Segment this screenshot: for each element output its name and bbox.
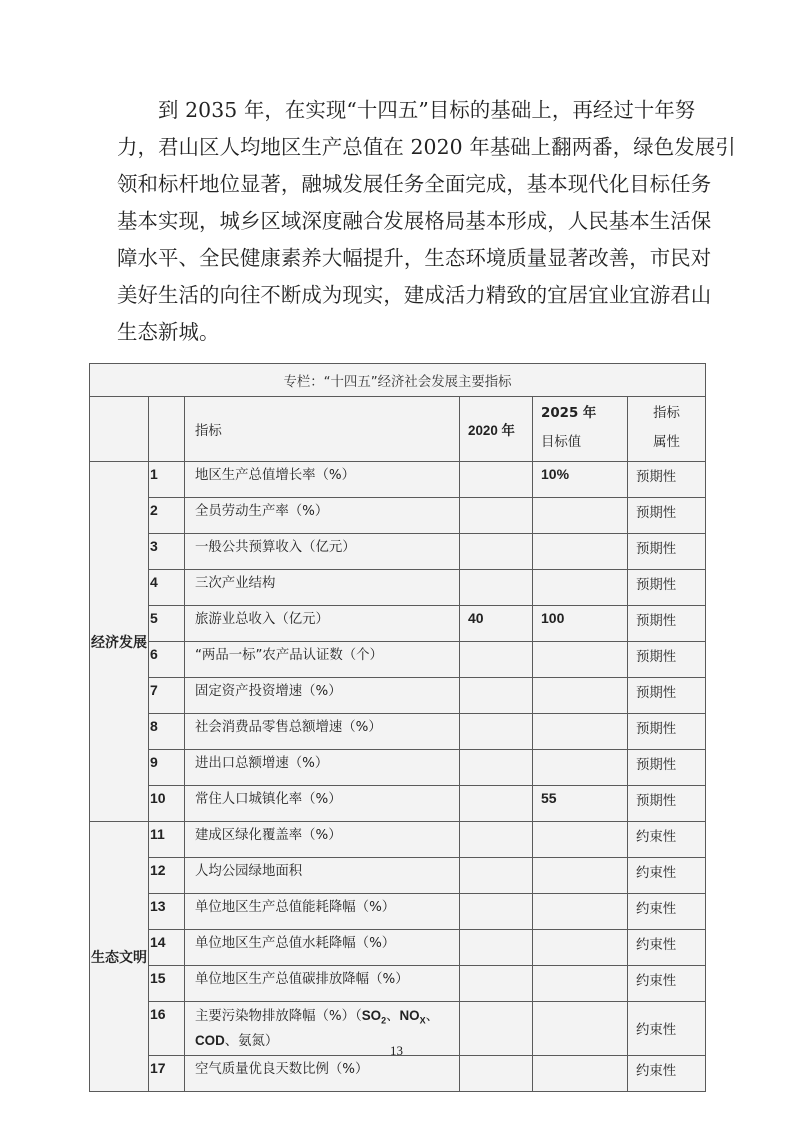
row-number: 1 — [149, 462, 185, 498]
row-attribute: 预期性 — [628, 642, 706, 678]
row-indicator: “两品一标”农产品认证数（个） — [185, 642, 460, 678]
row-number: 11 — [149, 822, 185, 858]
header-attr-line1: 指标 — [653, 406, 680, 421]
row-attribute: 预期性 — [628, 462, 706, 498]
row-attribute: 预期性 — [628, 714, 706, 750]
row-2020-value — [460, 714, 533, 750]
row-number: 16 — [149, 1002, 185, 1056]
row-number: 5 — [149, 606, 185, 642]
row-2025-target — [533, 534, 628, 570]
table-row — [90, 498, 706, 534]
row-2025-target: 100 — [533, 606, 628, 642]
row-attribute: 约束性 — [628, 894, 706, 930]
table-row — [90, 678, 706, 714]
row-attribute: 预期性 — [628, 498, 706, 534]
header-2020-label: 2020 年 — [468, 422, 515, 438]
row-attribute: 预期性 — [628, 606, 706, 642]
row-2025-target — [533, 678, 628, 714]
row-2020-value — [460, 750, 533, 786]
row-indicator: 单位地区生产总值碳排放降幅（%） — [185, 966, 460, 1002]
table-row — [90, 786, 706, 822]
row-attribute: 预期性 — [628, 570, 706, 606]
row-number: 8 — [149, 714, 185, 750]
table-header-row — [90, 397, 706, 462]
table-title-row — [90, 364, 706, 397]
row-number: 9 — [149, 750, 185, 786]
row-indicator: 一般公共预算收入（亿元） — [185, 534, 460, 570]
row-2020-value — [460, 462, 533, 498]
row-indicator: 地区生产总值增长率（%） — [185, 462, 460, 498]
table-row — [90, 534, 706, 570]
row-2020-value: 40 — [460, 606, 533, 642]
table-row — [90, 606, 706, 642]
category-ecology: 生态文明 — [90, 822, 149, 1092]
row-number: 6 — [149, 642, 185, 678]
row-2025-target — [533, 822, 628, 858]
paragraph-line: 力，君山区人均地区生产总值在 2020 年基础上翻两番，绿色发展引 — [117, 135, 736, 159]
row-number: 10 — [149, 786, 185, 822]
row-attribute: 约束性 — [628, 858, 706, 894]
so2-subscript: 2 — [381, 1015, 387, 1026]
table-row — [90, 1056, 706, 1092]
row-2025-target: 55 — [533, 786, 628, 822]
row-2025-target — [533, 858, 628, 894]
table-row — [90, 462, 706, 498]
header-2025-line2: 目标值 — [541, 435, 582, 450]
row-attribute: 约束性 — [628, 966, 706, 1002]
row-number: 15 — [149, 966, 185, 1002]
table-row — [90, 642, 706, 678]
intro-paragraph — [117, 92, 736, 351]
row-2025-target — [533, 498, 628, 534]
separator: 、 — [425, 1009, 439, 1024]
row-indicator: 单位地区生产总值能耗降幅（%） — [185, 894, 460, 930]
page-number: 13 — [390, 1043, 403, 1058]
header-attribute — [628, 397, 706, 462]
row-indicator: 单位地区生产总值水耗降幅（%） — [185, 930, 460, 966]
row-2025-target: 10% — [533, 462, 628, 498]
paragraph-line: 到 2035 年，在实现“十四五”目标的基础上，再经过十年努 — [158, 98, 696, 122]
row-indicator: 三次产业结构 — [185, 570, 460, 606]
indicator-text-part1: 主要污染物排放降幅（%）（ — [195, 1009, 362, 1024]
row-indicator: 全员劳动生产率（%） — [185, 498, 460, 534]
header-2025-target — [533, 397, 628, 462]
row-2020-value — [460, 1056, 533, 1092]
row-number: 14 — [149, 930, 185, 966]
header-indicator: 指标 — [185, 397, 460, 462]
row-indicator: 常住人口城镇化率（%） — [185, 786, 460, 822]
table-row — [90, 858, 706, 894]
row-2025-target — [533, 894, 628, 930]
paragraph-line: 生态新城。 — [117, 320, 220, 344]
header-2020 — [460, 397, 533, 462]
separator: 、 — [386, 1009, 400, 1024]
row-indicator: 建成区绿化覆盖率（%） — [185, 822, 460, 858]
row-number: 4 — [149, 570, 185, 606]
row-number: 2 — [149, 498, 185, 534]
paragraph-line: 障水平、全民健康素养大幅提升，生态环境质量显著改善，市民对 — [117, 246, 712, 270]
table-row — [90, 822, 706, 858]
row-indicator: 人均公园绿地面积 — [185, 858, 460, 894]
row-indicator: 旅游业总收入（亿元） — [185, 606, 460, 642]
row-number: 13 — [149, 894, 185, 930]
paragraph-line: 美好生活的向往不断成为现实，建成活力精致的宜居宜业宜游君山 — [117, 283, 712, 307]
row-2020-value — [460, 498, 533, 534]
row-attribute: 预期性 — [628, 750, 706, 786]
row-attribute: 预期性 — [628, 786, 706, 822]
row-attribute: 约束性 — [628, 1002, 706, 1056]
row-2020-value — [460, 822, 533, 858]
row-2025-target — [533, 966, 628, 1002]
row-2025-target — [533, 714, 628, 750]
table-row — [90, 966, 706, 1002]
table-row — [90, 570, 706, 606]
row-2020-value — [460, 678, 533, 714]
table-row — [90, 714, 706, 750]
table-title: 专栏：“十四五”经济社会发展主要指标 — [90, 364, 706, 397]
category-economy: 经济发展 — [90, 462, 149, 822]
indicators-table — [89, 363, 706, 1092]
row-2020-value — [460, 894, 533, 930]
nox-label: NO — [399, 1008, 420, 1023]
paragraph-line: 领和标杆地位显著，融城发展任务全面完成，基本现代化目标任务 — [117, 172, 712, 196]
row-indicator: 空气质量优良天数比例（%） — [185, 1056, 460, 1092]
row-2020-value — [460, 534, 533, 570]
nox-subscript: X — [419, 1015, 426, 1026]
row-number: 12 — [149, 858, 185, 894]
row-indicator: 固定资产投资增速（%） — [185, 678, 460, 714]
header-category — [90, 397, 149, 462]
row-2020-value — [460, 930, 533, 966]
table-row — [90, 750, 706, 786]
row-2025-target — [533, 1056, 628, 1092]
row-attribute: 预期性 — [628, 678, 706, 714]
row-2020-value — [460, 570, 533, 606]
row-attribute: 约束性 — [628, 930, 706, 966]
row-attribute: 预期性 — [628, 534, 706, 570]
header-attr-line2: 属性 — [653, 435, 680, 450]
row-attribute: 约束性 — [628, 1056, 706, 1092]
cod-label: COD — [195, 1032, 225, 1048]
table-row — [90, 894, 706, 930]
row-number: 7 — [149, 678, 185, 714]
row-2025-target — [533, 642, 628, 678]
row-number: 17 — [149, 1056, 185, 1092]
indicator-text-part2: 、氨氮） — [224, 1033, 279, 1049]
header-2025-line1: 2025 年 — [541, 406, 597, 421]
header-number — [149, 397, 185, 462]
row-attribute: 约束性 — [628, 822, 706, 858]
paragraph-line: 基本实现，城乡区域深度融合发展格局基本形成，人民基本生活保 — [117, 209, 712, 233]
row-2020-value — [460, 786, 533, 822]
row-2025-target — [533, 930, 628, 966]
row-2020-value — [460, 858, 533, 894]
table-row — [90, 930, 706, 966]
row-number: 3 — [149, 534, 185, 570]
row-indicator: 社会消费品零售总额增速（%） — [185, 714, 460, 750]
row-2025-target — [533, 750, 628, 786]
so2-label: SO — [361, 1008, 382, 1023]
row-2025-target — [533, 570, 628, 606]
row-indicator: 进出口总额增速（%） — [185, 750, 460, 786]
row-2020-value — [460, 642, 533, 678]
row-2020-value — [460, 966, 533, 1002]
